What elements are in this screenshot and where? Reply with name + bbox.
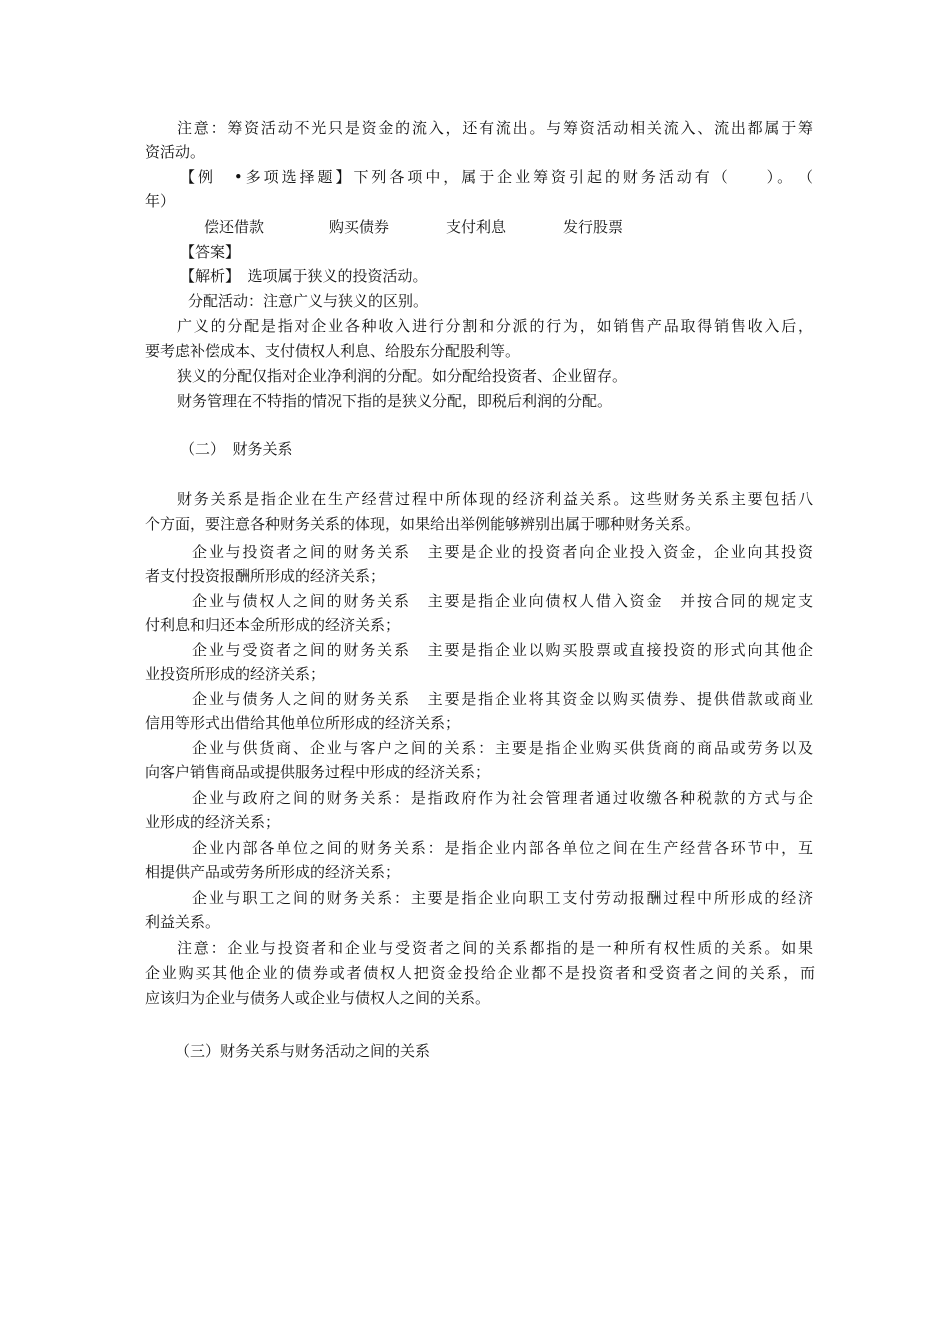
relation-suppliers-customers-line-1: 企业与供货商、企业与客户之间的关系：主要是指企业购买供货商的商品或劳务以及 (192, 739, 813, 757)
answer-label: 【答案】 (180, 243, 241, 261)
ownership-note-line-1: 注意：企业与投资者和企业与受资者之间的关系都指的是一种所有权性质的关系。如果 (177, 939, 813, 957)
note-paragraph-line-2: 资活动。 (145, 143, 206, 161)
option-repay-loan: 偿还借款 (204, 218, 265, 236)
relation-creditors-line-2: 付利息和归还本金所形成的经济关系； (145, 616, 401, 634)
relation-investors-line-1: 企业与投资者之间的财务关系 主要是企业的投资者向企业投入资金，企业向其投资 (192, 543, 813, 561)
option-pay-interest: 支付利息 (446, 218, 507, 236)
relation-government-line-1: 企业与政府之间的财务关系：是指政府作为社会管理者通过收缴各种税款的方式与企 (192, 789, 813, 807)
relations-intro-line-1: 财务关系是指企业在生产经营过程中所体现的经济利益关系。这些财务关系主要包括八 (177, 490, 813, 508)
narrow-distribution-text: 狭义的分配仅指对企业净利润的分配。如分配给投资者、企业留存。 (177, 367, 628, 385)
broad-distribution-line-1: 广义的分配是指对企业各种收入进行分割和分派的行为，如销售产品取得销售收入后， (177, 317, 813, 335)
relation-employees-line-2: 利益关系。 (145, 913, 221, 931)
relations-intro-line-2: 个方面，要注意各种财务关系的体现，如果给出举例能够辨别出属于哪种财务关系。 (145, 515, 701, 533)
note-paragraph-line-1: 注意：筹资活动不光只是资金的流入，还有流出。与筹资活动相关流入、流出都属于筹 (177, 119, 813, 137)
option-issue-stock: 发行股票 (563, 218, 624, 236)
relation-internal-units-line-1: 企业内部各单位之间的财务关系：是指企业内部各单位之间在生产经营各环节中，互 (192, 839, 813, 857)
example-question-line-2: 年） (145, 192, 176, 210)
relation-investees-line-1: 企业与受资者之间的财务关系 主要是指企业以购买股票或直接投资的形式向其他企 (192, 641, 813, 659)
ownership-note-line-2: 企业购买其他企业的债券或者债权人把资金投给企业都不是投资者和受资者之间的关系，而 (145, 964, 815, 982)
relation-debtors-line-2: 信用等形式出借给其他单位所形成的经济关系； (145, 714, 461, 732)
ownership-note-line-3: 应该归为企业与债务人或企业与债权人之间的关系。 (145, 989, 491, 1007)
relation-investees-line-2: 业投资所形成的经济关系； (145, 665, 326, 683)
relation-investors-line-2: 者支付投资报酬所形成的经济关系； (145, 567, 386, 585)
broad-distribution-line-2: 要考虑补偿成本、支付债权人利息、给股东分配股利等。 (145, 342, 521, 360)
option-buy-bonds: 购买债券 (329, 218, 390, 236)
section-heading-financial-relations: （二） 财务关系 (180, 440, 293, 458)
relation-debtors-line-1: 企业与债务人之间的财务关系 主要是指企业将其资金以购买债券、提供借款或商业 (192, 690, 813, 708)
finance-management-text: 财务管理在不特指的情况下指的是狭义分配，即税后利润的分配。 (177, 392, 613, 410)
relation-creditors-line-1: 企业与债权人之间的财务关系 主要是指企业向债权人借入资金 并按合同的规定支 (192, 592, 813, 610)
analysis-text: 【解析】 选项属于狭义的投资活动。 (180, 267, 428, 285)
distribution-note: 分配活动：注意广义与狭义的区别。 (188, 292, 429, 310)
relation-government-line-2: 业形成的经济关系； (145, 813, 281, 831)
section-heading-relations-vs-activities: （三）财务关系与财务活动之间的关系 (175, 1042, 431, 1060)
relation-internal-units-line-2: 相提供产品或劳务所形成的经济关系； (145, 863, 401, 881)
relation-suppliers-customers-line-2: 向客户销售商品或提供服务过程中形成的经济关系； (145, 763, 491, 781)
relation-employees-line-1: 企业与职工之间的财务关系：主要是指企业向职工支付劳动报酬过程中所形成的经济 (192, 889, 813, 907)
example-question-line-1: 【例 •多项选择题】下列各项中，属于企业筹资引起的财务活动有（ ）。 （ (180, 168, 813, 186)
